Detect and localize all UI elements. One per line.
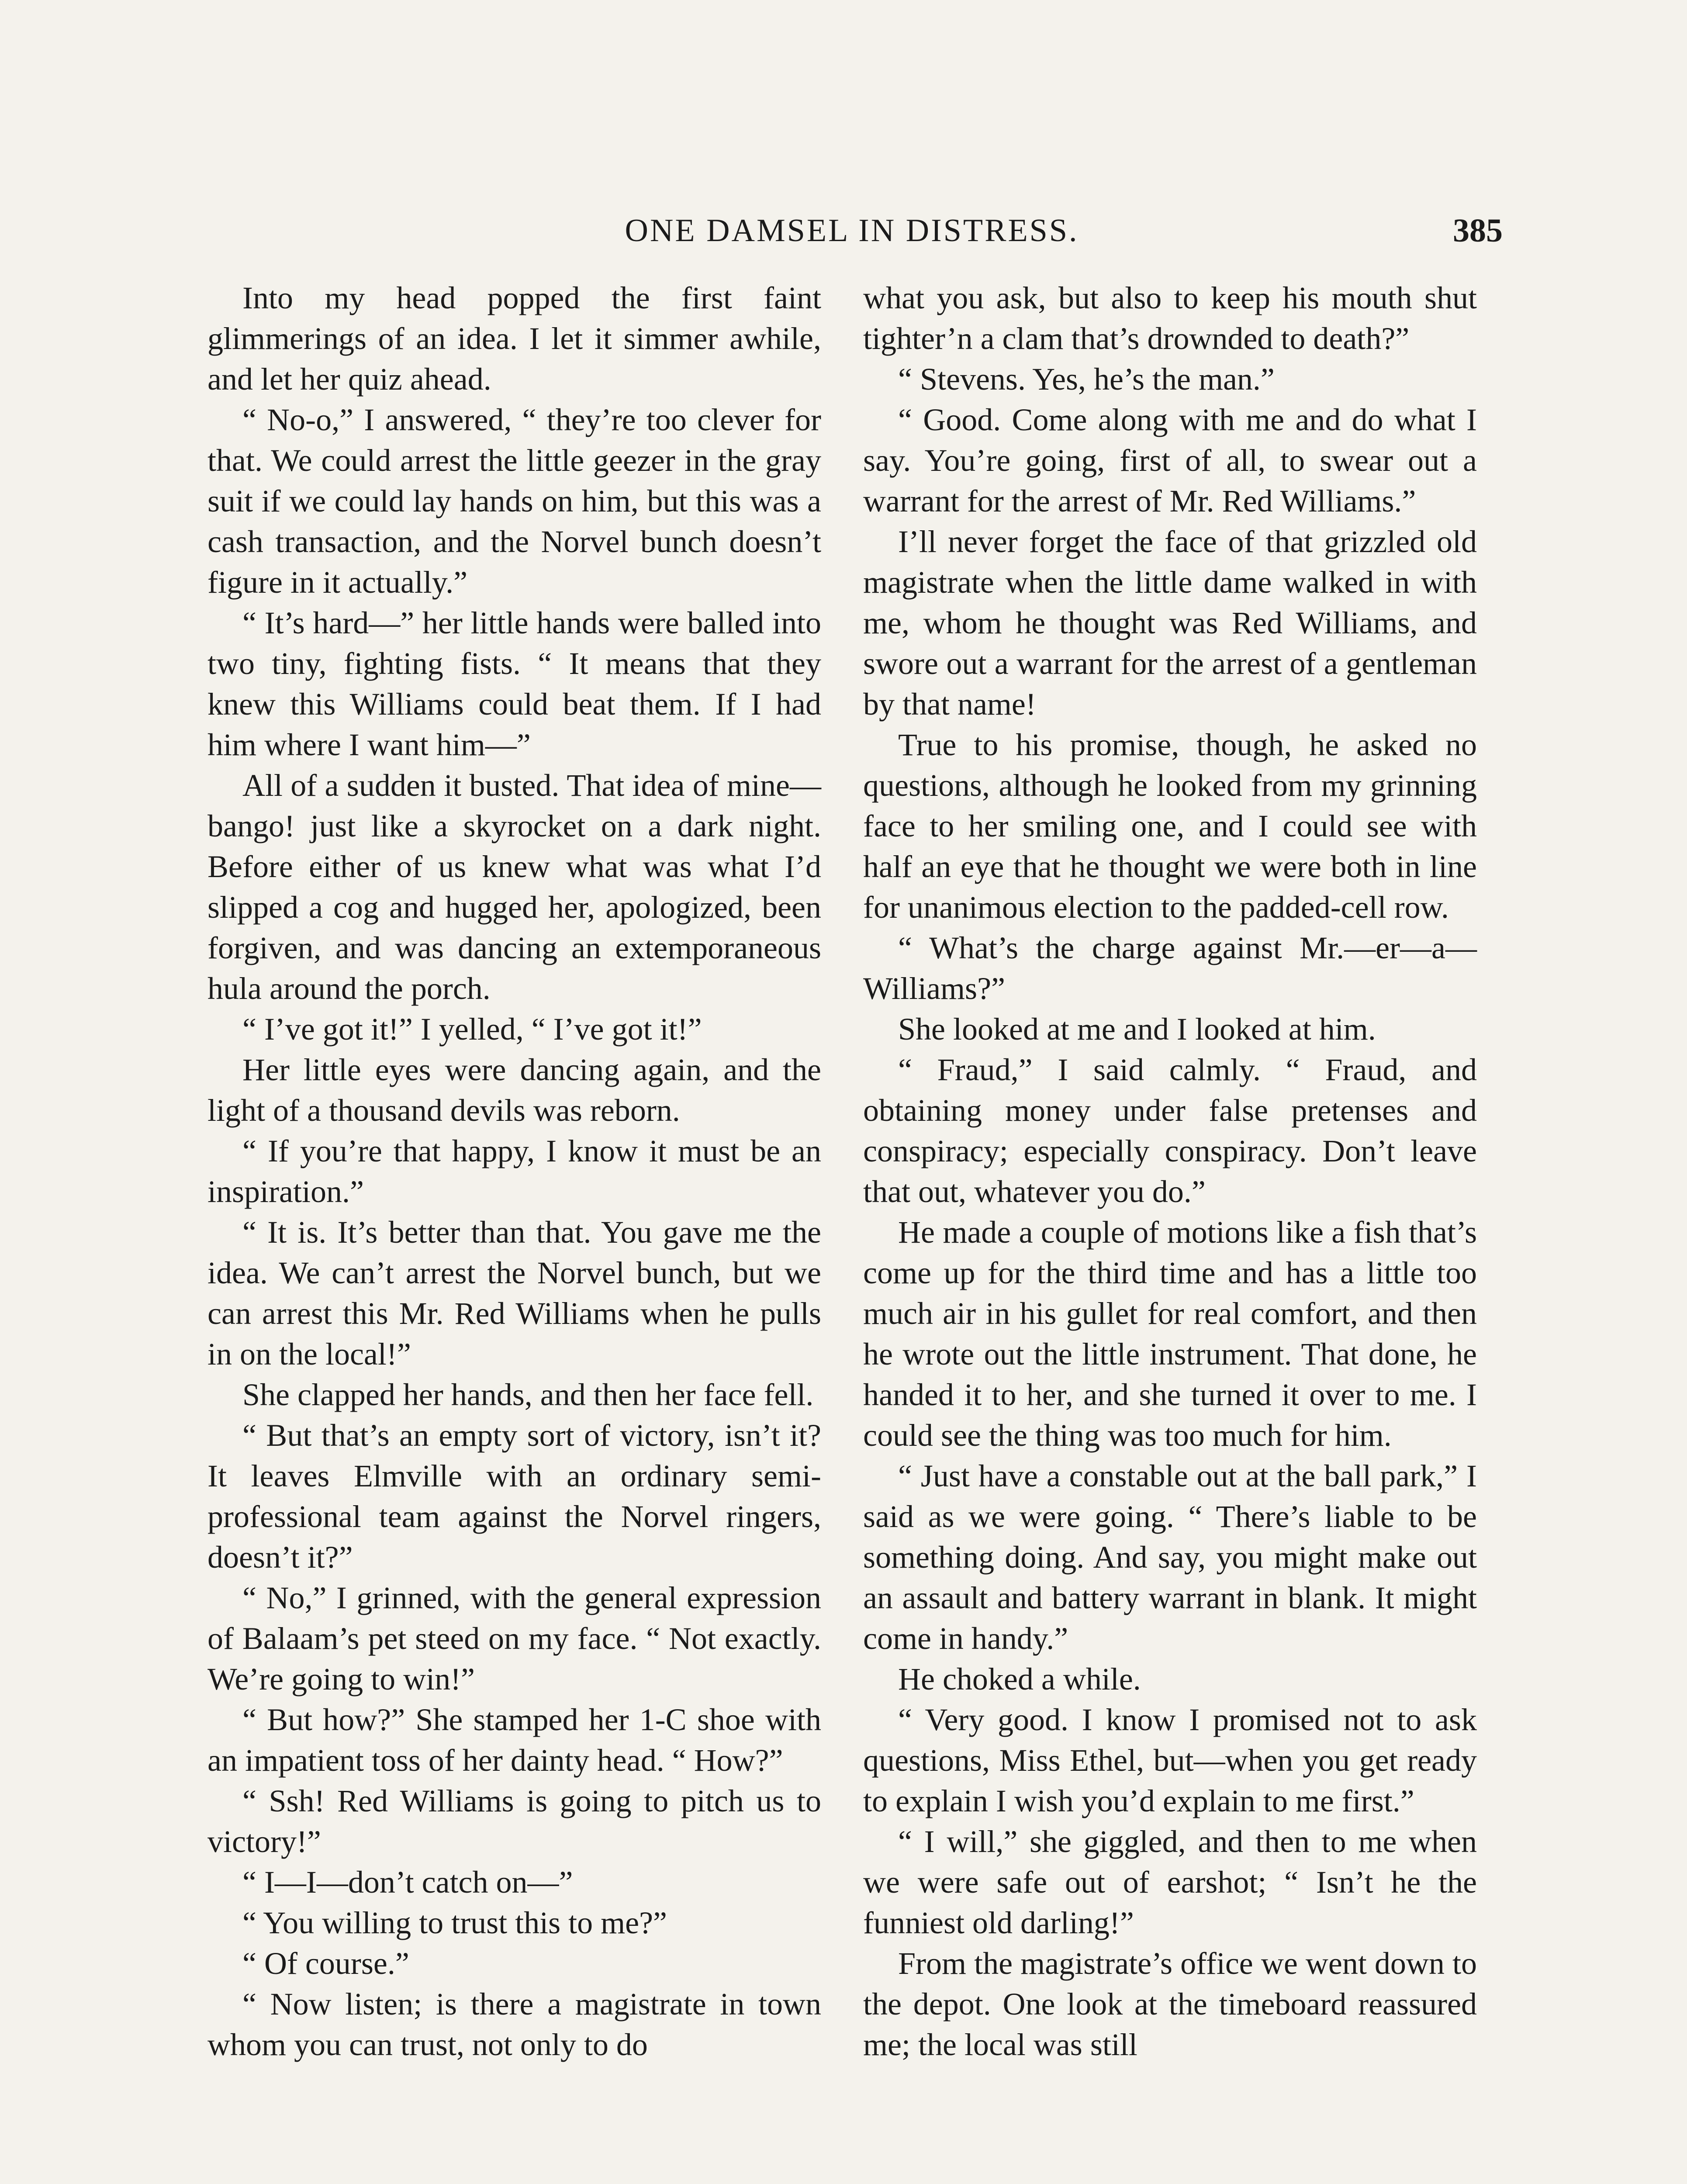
paragraph: I’ll never forget the face of that grizzled old magistrate when the little dame walked in with me, whom he thought was Red Williams, and swore out a warrant for the arrest of a gentleman by that name! <box>863 524 1477 722</box>
paragraph: “ But that’s an empty sort of victory, isn’t it? It leaves Elmville with an ordinary semi-professional team against the Norvel ringers, doesn’t it?” <box>207 1418 821 1575</box>
paragraph: “ It’s hard—” her little hands were balled into two tiny, fighting fists. “ It means that they knew this Williams could beat them. If I had him where I want him—” <box>207 605 821 762</box>
paragraph: “ You willing to trust this to me?” <box>242 1905 667 1940</box>
paragraph: “ If you’re that happy, I know it must be an inspiration.” <box>207 1133 821 1209</box>
paragraph: He choked a while. <box>898 1662 1141 1697</box>
paragraph: “ I will,” she giggled, and then to me when we were safe out of earshot; “ Isn’t he the funniest old darling!” <box>863 1824 1477 1940</box>
paragraph: “ Of course.” <box>242 1946 409 1981</box>
paragraph: “ But how?” She stamped her 1-C shoe with an impatient toss of her dainty head. “ How?” <box>207 1702 821 1778</box>
paragraph: True to his promise, though, he asked no questions, although he looked from my grinning face to her smiling one, and I could see with half an eye that he thought we were both in line for unanimous election to the padded-cell row. <box>863 727 1477 925</box>
paragraph: “ It is. It’s better than that. You gave me the idea. We can’t arrest the Norvel bunch, but we can arrest this Mr. Red Williams when he pulls in on the local!” <box>207 1215 821 1372</box>
right-column <box>863 278 1477 2065</box>
paragraph: “ Very good. I know I promised not to ask questions, Miss Ethel, but—when you get ready to explain I wish you’d explain to me first.” <box>863 1702 1477 1818</box>
paragraph: “ No-o,” I answered, “ they’re too clever for that. We could arrest the little geezer in the gray suit if we could lay hands on him, but this was a cash transaction, and the Norvel bunch doesn’t figure in it actually.” <box>207 402 821 600</box>
left-column <box>207 278 821 2065</box>
paragraph: “ Stevens. Yes, he’s the man.” <box>898 362 1275 397</box>
paragraph-continued: what you ask, but also to keep his mouth shut tighter’n a clam that’s drownded to death?” <box>863 280 1477 356</box>
paragraph: Into my head popped the first faint glimmerings of an idea. I let it simmer awhile, and let her quiz ahead. <box>207 280 821 397</box>
paragraph: “ Just have a constable out at the ball park,” I said as we were going. “ There’s liable to be something doing. And say, you might make out an assault and battery warrant in blank. It might come in handy.” <box>863 1458 1477 1656</box>
paragraph: All of a sudden it busted. That idea of mine—bango! just like a skyrocket on a dark night. Before either of us knew what was what I’d slipped a cog and hugged her, apologized, been forgiven, and was dancing an extemporaneous hula around the porch. <box>207 768 821 1006</box>
paragraph: From the magistrate’s office we went down to the depot. One look at the timeboard reassured me; the local was still <box>863 1946 1477 2062</box>
paragraph: “ Now listen; is there a magistrate in town whom you can trust, not only to do <box>207 1987 821 2062</box>
paragraph: Her little eyes were dancing again, and the light of a thousand devils was reborn. <box>207 1052 821 1128</box>
paragraph: “ Fraud,” I said calmly. “ Fraud, and obtaining money under false pretenses and conspiracy; especially conspiracy. Don’t leave that out, whatever you do.” <box>863 1052 1477 1209</box>
running-title: ONE DAMSEL IN DISTRESS. <box>625 213 1079 249</box>
paragraph: “ I—I—don’t catch on—” <box>242 1865 573 1900</box>
paragraph: “ What’s the charge against Mr.—er—a—Williams?” <box>863 930 1477 1006</box>
paragraph: She looked at me and I looked at him. <box>898 1012 1376 1047</box>
paragraph: She clapped her hands, and then her face fell. <box>242 1377 814 1412</box>
paragraph: He made a couple of motions like a fish that’s come up for the third time and has a little too much air in his gullet for real comfort, and then he wrote out the little instrument. That done, he handed it to her, and she turned it over to me. I could see the thing was too much for him. <box>863 1215 1477 1453</box>
paragraph: “ Ssh! Red Williams is going to pitch us to victory!” <box>207 1783 821 1859</box>
page-header <box>201 204 1503 257</box>
page-number: 385 <box>1453 212 1503 249</box>
paragraph: “ No,” I grinned, with the general expression of Balaam’s pet steed on my face. “ Not exactly. We’re going to win!” <box>207 1580 821 1697</box>
paragraph: “ Good. Come along with me and do what I say. You’re going, first of all, to swear out a warrant for the arrest of Mr. Red Williams.” <box>863 402 1477 518</box>
paragraph: “ I’ve got it!” I yelled, “ I’ve got it!” <box>242 1012 702 1047</box>
